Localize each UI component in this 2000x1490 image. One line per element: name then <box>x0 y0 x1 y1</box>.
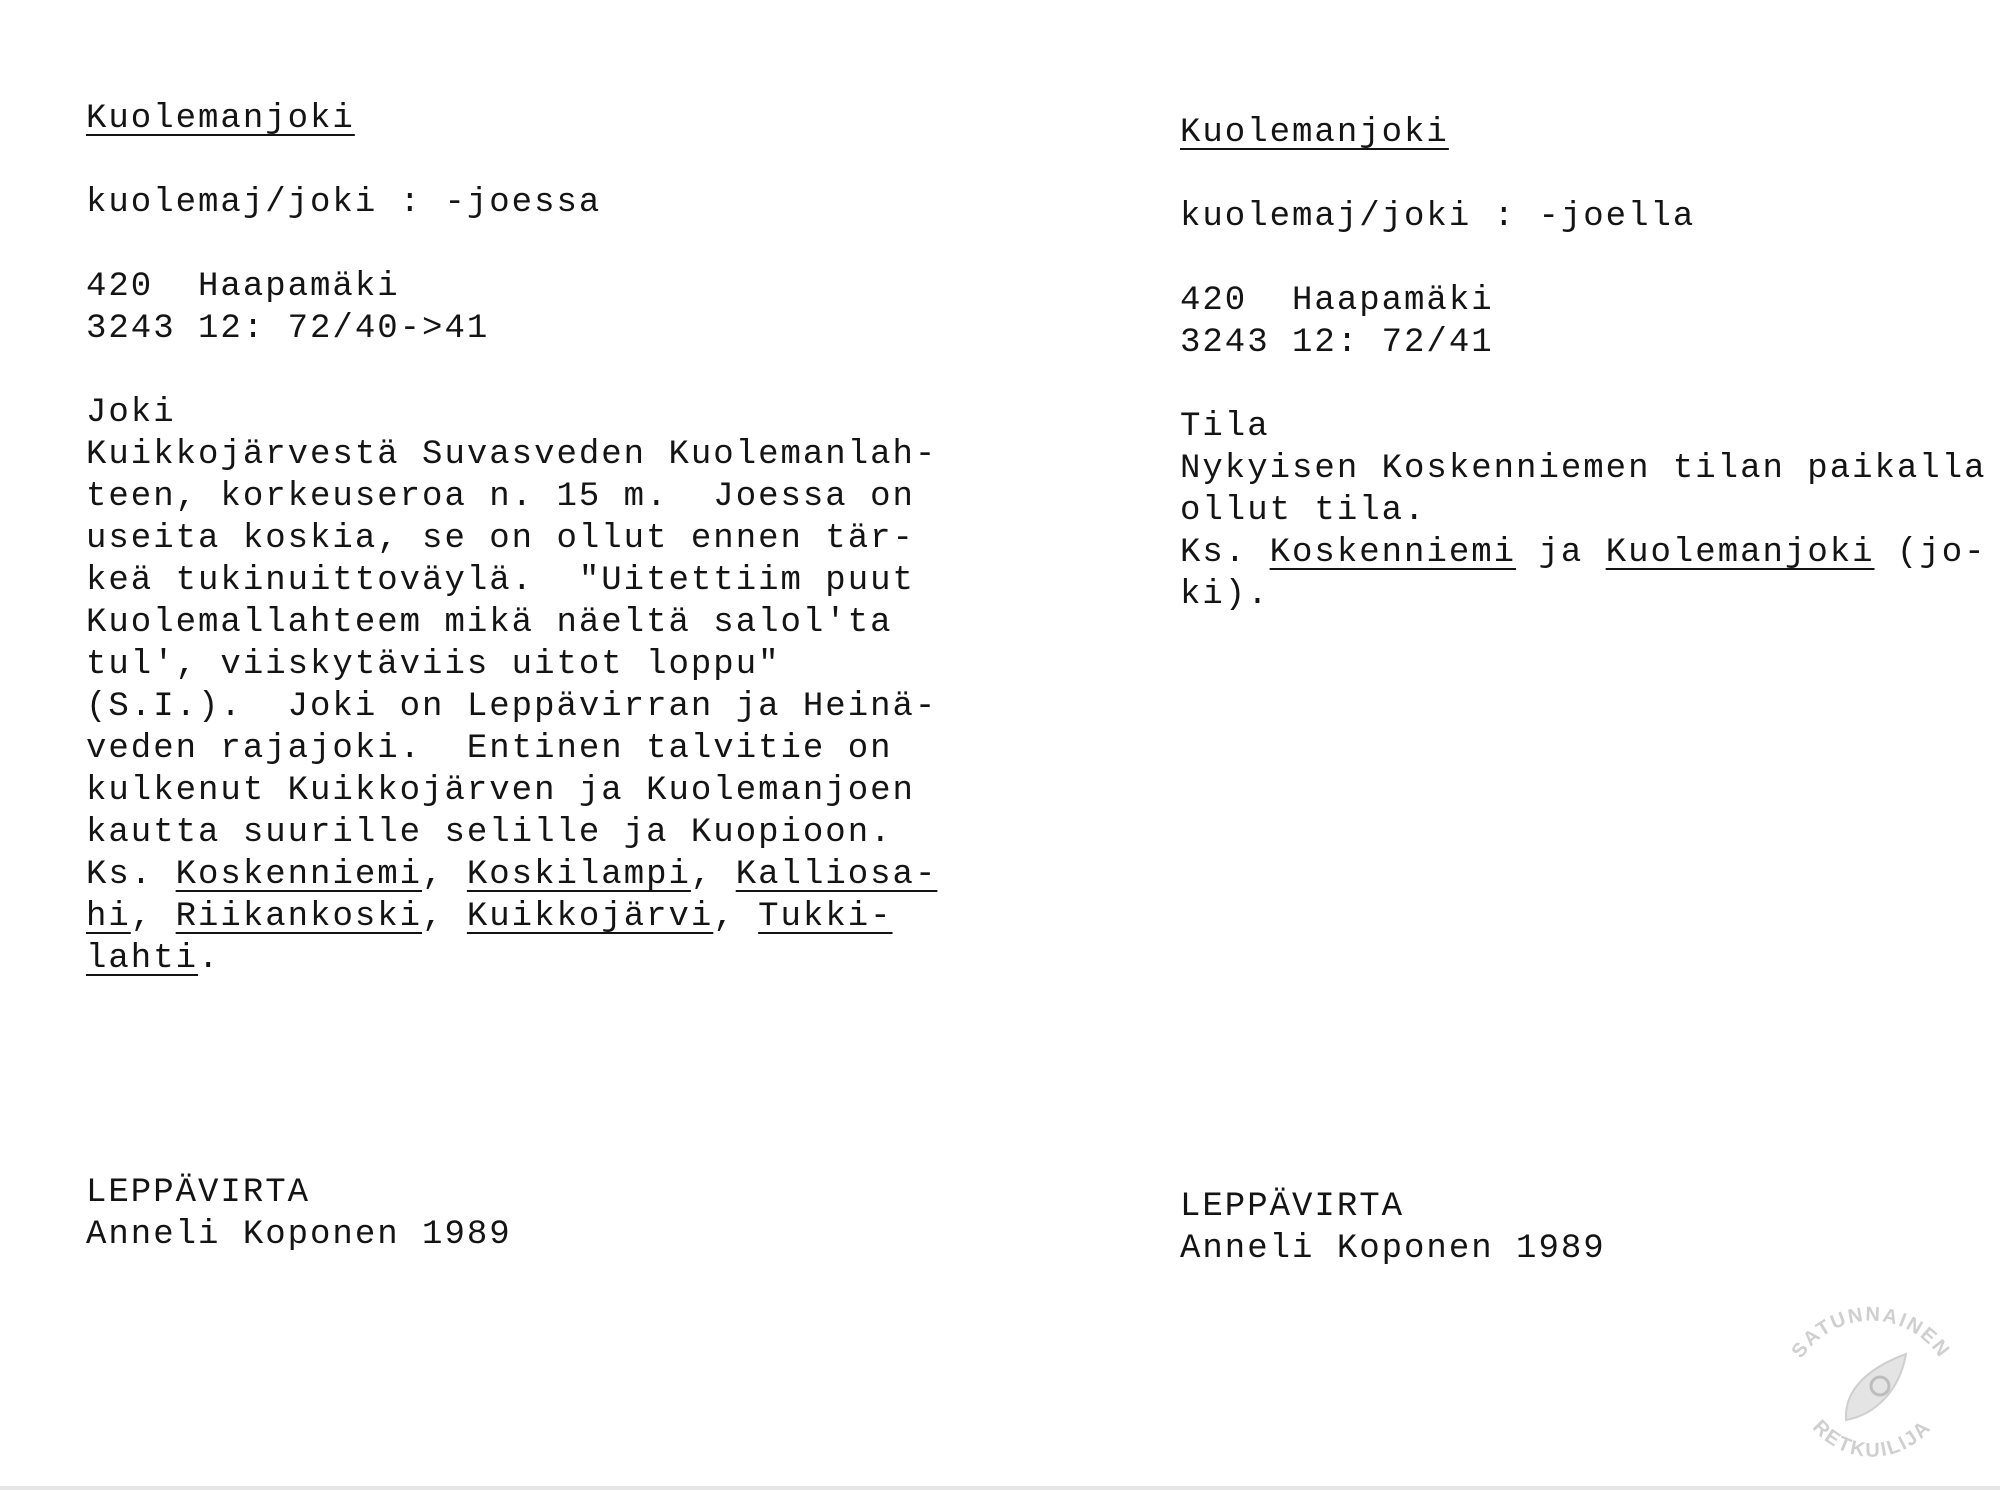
description-line: tul', viiskytäviis uitot loppu" <box>86 646 781 684</box>
leaf-icon <box>1846 1354 1906 1420</box>
cross-ref-koskenniemi: Koskenniemi <box>175 856 423 894</box>
description-line: keä tukinuittoväylä. "Uitettiim puut <box>86 562 915 600</box>
description-line: (S.I.). Joki on Leppävirran ja Heinä- <box>86 688 938 726</box>
author-year: Anneli Koponen 1989 <box>1180 1230 1606 1268</box>
cross-ref-koskilampi: Koskilampi <box>466 856 691 894</box>
description-line: kulkenut Kuikkojärven ja Kuolemanjoen <box>86 772 915 810</box>
watermark-text-top: SATUNNAINEN <box>1787 1303 1955 1363</box>
map-sheet: 420 Haapamäki <box>86 268 400 306</box>
description-line: kautta suurille selille ja Kuopioon. <box>86 814 893 852</box>
cross-ref-koskenniemi: Koskenniemi <box>1269 534 1517 572</box>
place-type: Tila <box>1180 408 1270 446</box>
cross-ref-kalliosahi: Kalliosa- <box>735 856 938 894</box>
place-name-card-left <box>86 98 938 1278</box>
municipality: LEPPÄVIRTA <box>1180 1188 1405 1226</box>
description-line: teen, korkeuseroa n. 15 m. Joessa on <box>86 478 915 516</box>
description-line: Kuikkojärvestä Suvasveden Kuolemanlah- <box>86 436 938 474</box>
cross-reference-line: lahti. <box>86 940 221 978</box>
card-title: Kuolemanjoki <box>86 100 355 138</box>
cross-ref-tukkilahti: Tukki- <box>758 898 893 936</box>
name-form: kuolemaj/joki : -joessa <box>86 184 602 222</box>
place-type: Joki <box>86 394 176 432</box>
cross-ref-tukkilahti: lahti <box>86 940 199 978</box>
municipality: LEPPÄVIRTA <box>86 1174 311 1212</box>
map-coordinates: 3243 12: 72/40->41 <box>86 310 490 348</box>
watermark-logo <box>1760 1270 1980 1470</box>
cross-reference-line: hi, Riikankoski, Kuikkojärvi, Tukki- <box>86 898 893 936</box>
cross-ref-riikankoski: Riikankoski <box>175 898 423 936</box>
cross-ref-kuolemanjoki: Kuolemanjoki <box>1605 534 1875 572</box>
map-sheet: 420 Haapamäki <box>1180 282 1494 320</box>
description-line: veden rajajoki. Entinen talvitie on <box>86 730 893 768</box>
author-year: Anneli Koponen 1989 <box>86 1216 512 1254</box>
name-form: kuolemaj/joki : -joella <box>1180 198 1696 236</box>
description-line: Kuolemallahteem mikä näeltä salol'ta <box>86 604 893 642</box>
map-coordinates: 3243 12: 72/41 <box>1180 324 1494 362</box>
watermark-text-bottom: RETKUILIJA <box>1808 1415 1936 1462</box>
description-line: ollut tila. <box>1180 492 1427 530</box>
cross-reference-line: ki). <box>1180 576 1270 614</box>
cross-ref-kalliosahi: hi <box>86 898 131 936</box>
cross-ref-kuikkojarvi: Kuikkojärvi <box>466 898 714 936</box>
scan-edge <box>0 1486 2000 1490</box>
description-line: useita koskia, se on ollut ennen tär- <box>86 520 915 558</box>
description-line: Nykyisen Koskenniemen tilan paikalla <box>1180 450 1987 488</box>
card-title: Kuolemanjoki <box>1180 114 1449 152</box>
cross-reference-line: Ks. Koskenniemi, Koskilampi, Kalliosa- <box>86 856 938 894</box>
place-name-card-right <box>1180 112 1987 1292</box>
cross-reference-line: Ks. Koskenniemi ja Kuolemanjoki (jo- <box>1180 534 1987 572</box>
